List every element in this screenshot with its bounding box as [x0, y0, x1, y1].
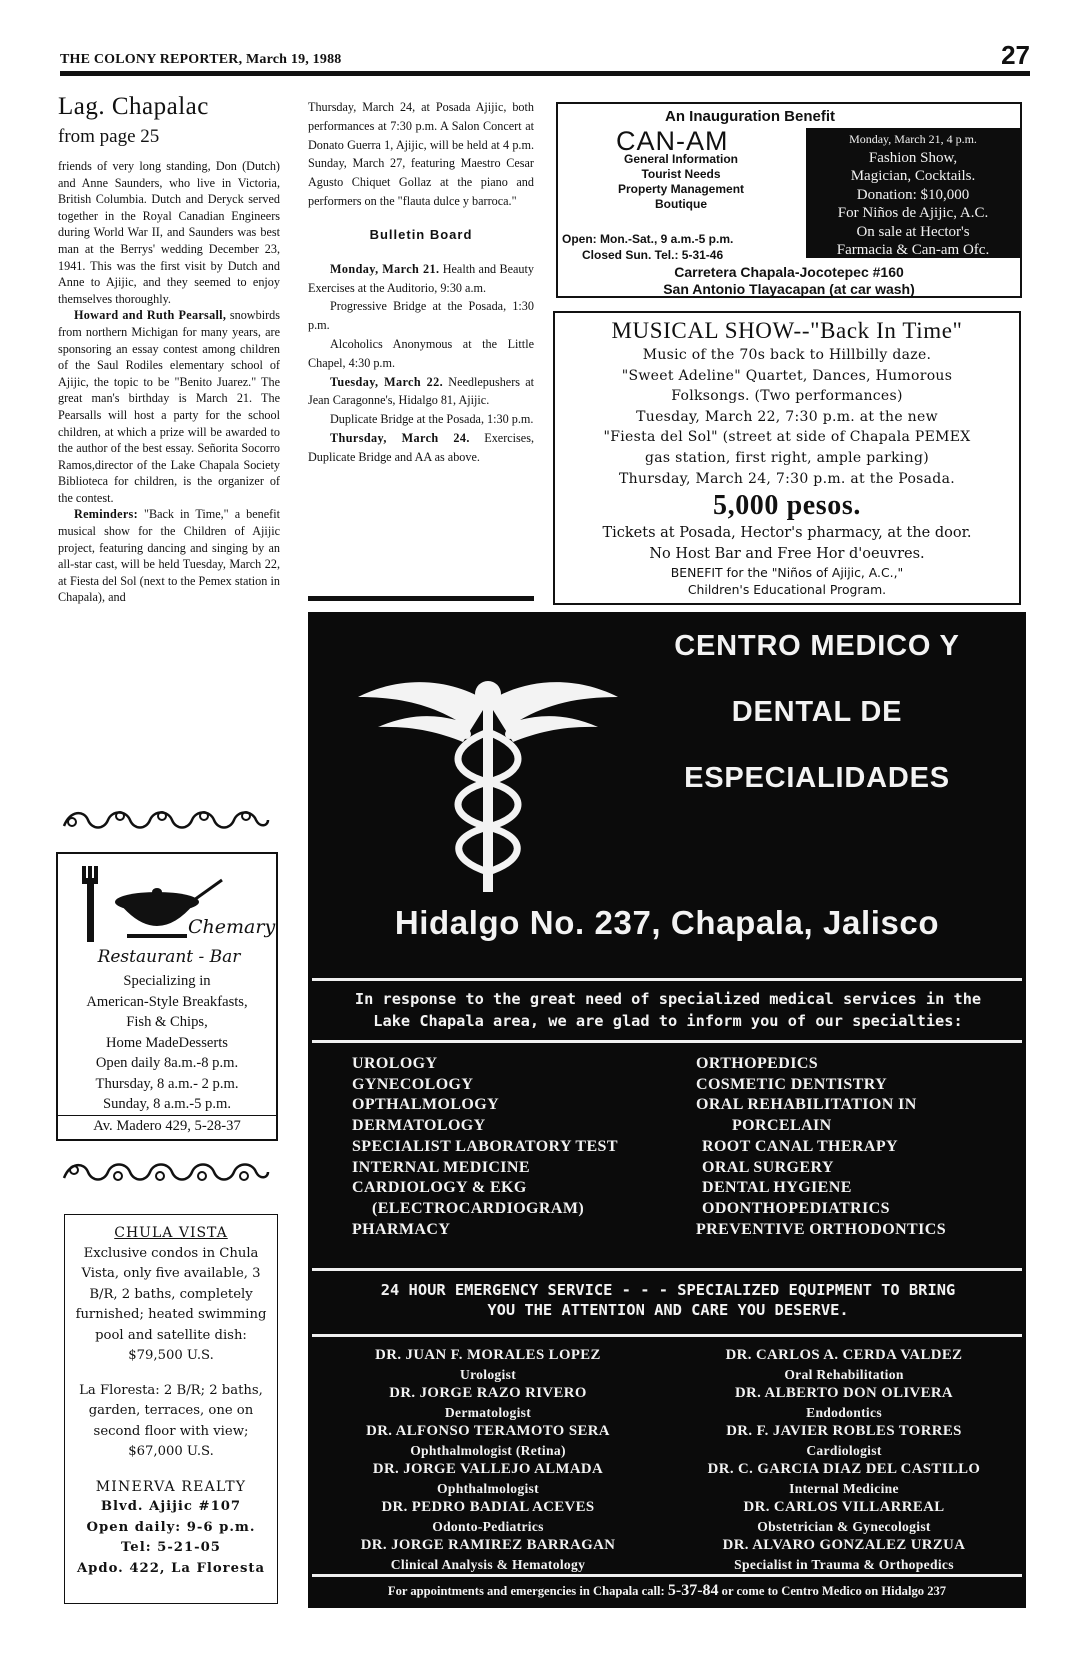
story-column — [58, 92, 280, 606]
scroll-ornament-bottom — [60, 1158, 272, 1186]
bulletin-item: Progressive Bridge at the Posada, 1:30 p.m. — [308, 299, 534, 333]
realty-po-box: Apdo. 422, La Floresta — [76, 1560, 266, 1576]
show-details: Music of the 70s back to Hillbilly daze. "Sweet Adeline" Quartet, Dances, Humorous Folksongs. (Two performances) Tuesday, March 22, 7:30 p.m. at the new "Fiesta del Sol" (street at side of Chapala PEMEX gas station, first right, ample parking) Thursday, March 24, 7:30 p.m. at the Posada. — [603, 347, 971, 487]
phone-number: 5-37-84 — [667, 1582, 719, 1599]
divider — [312, 1268, 1022, 1271]
doctors-left: DR. JUAN F. MORALES LOPEZ Urologist DR. JORGE RAZO RIVERO Dermatologist DR. ALFONSO TERAMOTO SERA Ophthalmologist (Retina) DR. JORGE VALLEJO ALMADA Ophthalmologist DR. PEDRO BADIAL ACEVES Odonto-Pediatrics DR. JORGE RAMIREZ BARRAGAN Clinical Analysis & Hematology — [360, 1347, 616, 1572]
caduceus-icon — [338, 642, 638, 902]
can-am-ad — [556, 102, 1022, 298]
show-title: MUSICAL SHOW--"Back In Time" — [611, 318, 963, 343]
story-title: Lag. Chapalac — [58, 93, 209, 120]
center-name-line3: ESPECIALIDADES — [684, 762, 950, 794]
scroll-ornament-top — [60, 806, 272, 834]
column-rule — [308, 596, 534, 601]
bulletin-board-heading: Bulletin Board — [369, 226, 473, 242]
chemary-restaurant-ad — [56, 852, 278, 1141]
story-paragraph: Howard and Ruth Pearsall, snowbirds from northern Michigan for many years, are sponsoring an essay contest among children of the Saul Rodiles elementary school of Ajijic, the topic to be "Benito Juarez." The great man's birthday is March 21. The Pearsalls will host a party for the school children, at which a prize will be awarded to the author of the best essay. Señorita Socorro Ramos,director of the Lake Chapala Society Biblioteca for children, is the organizer of the contest. — [58, 308, 280, 505]
restaurant-name: Chemary — [188, 916, 276, 938]
benefit-note: BENEFIT for the "Niños of Ajijic, A.C.," Children's Educational Program. — [670, 565, 904, 598]
specialties-left: UROLOGY GYNECOLOGY OPTHALMOLOGY DERMATOLOGY SPECIALIST LABORATORY TEST INTERNAL MEDICINE CARDIOLOGY & EKG (ELECTROCARDIOGRAM) PHARMACY — [352, 1055, 618, 1238]
ad-headline: An Inauguration Benefit — [665, 108, 835, 125]
event-box: Monday, March 21, 4 p.m. Fashion Show, Magician, Cocktails. Donation: $10,000 For Niños de Ajijic, A.C. On sale at Hector's Farmacia & Can-am Ofc. — [806, 128, 1020, 258]
restaurant-subtitle: Restaurant - Bar — [97, 947, 241, 967]
intro-text: In response to the great need of specialized medical services in the Lake Chapala area, we are glad to inform you of our specialties: — [354, 990, 982, 1030]
divider — [312, 1574, 1022, 1577]
doctors-right: DR. CARLOS A. CERDA VALDEZ Oral Rehabilitation DR. ALBERTO DON OLIVERA Endodontics DR. F. JAVIER ROBLES TORRES Cardiologist DR. C. GARCIA DIAZ DEL CASTILLO Internal Medicine DR. CARLOS VILLARREAL Obstetrician & Gynecologist DR. ALVARO GONZALEZ URZUA Specialist in Trauma & Orthopedics — [707, 1347, 981, 1572]
divider — [312, 978, 1022, 981]
appointment-footer: For appointments and emergencies in Chapala call: 5-37-84 or come to Centro Medico on Hidalgo 237 — [387, 1582, 947, 1599]
ticket-price: 5,000 pesos. — [713, 490, 861, 522]
realty-address: Blvd. Ajijic #107 — [100, 1499, 242, 1514]
center-name-line2: DENTAL DE — [731, 696, 903, 728]
divider — [312, 1040, 1022, 1043]
divider — [312, 1334, 1022, 1337]
bulletin-column — [308, 98, 534, 467]
center-address: Hidalgo No. 237, Chapala, Jalisco — [394, 904, 940, 941]
emergency-banner: 24 HOUR EMERGENCY SERVICE - - - SPECIALIZED EQUIPMENT TO BRING YOU THE ATTENTION AND CARE YOU DESERVE. — [380, 1281, 956, 1319]
restaurant-details: Specializing in American-Style Breakfasts, Fish & Chips, Home MadeDesserts Open daily 8a.m.-8 p.m. Thursday, 8 a.m.- 2 p.m. Sunday, 8 a.m.-5 p.m. Av. Madero 429, 5-28-37 — [58, 971, 276, 1136]
page-header — [60, 40, 1030, 76]
realty-hours: Open daily: 9-6 p.m. — [86, 1519, 256, 1535]
business-name: CAN-AM — [616, 126, 729, 156]
listing-la-floresta: La Floresta: 2 B/R; 2 baths, garden, terraces, one on second floor with view; $67,000 U.S. — [79, 1382, 263, 1459]
story-paragraph: friends of very long standing, Don (Dutch) and Anne Saunders, who live in Victoria, British Columbia. Dutch and Deryck served together in the Royal Canadian Engineers during World War II, and Saunders was best man at the Berrys' wedding December 23, 1941. This was the first visit by Dutch and Anne to Ajijic, and they seemed to enjoy themselves thoroughly. — [58, 159, 280, 306]
services-list: General Information Tourist Needs Property Management Boutique — [617, 152, 745, 211]
center-name-line1: CENTRO MEDICO Y — [674, 630, 960, 662]
business-hours: Open: Mon.-Sat., 9 a.m.-5 p.m. Closed Sun. Tel.: 5-31-46 — [562, 232, 734, 262]
page-number: 27 — [1001, 40, 1030, 70]
story-jump-line: from page 25 — [58, 126, 160, 147]
bulletin-item: Alcoholics Anonymous at the Little Chapel, 4:30 p.m. — [308, 336, 534, 370]
ticket-info: Tickets at Posada, Hector's pharmacy, at the door. No Host Bar and Free Hor d'oeuvres. — [602, 525, 972, 562]
chula-vista-realty-ad — [64, 1214, 278, 1604]
bulletin-item: Monday, March 21. Health and Beauty Exercises at the Auditorio, 9:30 a.m. — [308, 261, 534, 295]
realty-name: MINERVA REALTY — [95, 1478, 247, 1495]
story-body — [58, 158, 280, 606]
bulletin-item: Duplicate Bridge at the Posada, 1:30 p.m. — [330, 412, 534, 427]
masthead: THE COLONY REPORTER, March 19, 1988 — [60, 52, 342, 67]
story-continuation: Thursday, March 24, at Posada Ajijic, both performances at 7:30 p.m. A Salon Concert at Donato Guerra 1, Ajijic, will be held at 4 p.m. Sunday, March 27, featuring Maestro Cesar Agusto Chiquet Gollaz at the piano and performers on the "flauta dulce y barroca." — [308, 100, 534, 208]
bulletin-item: Tuesday, March 22. Needlepushers at Jean Caragonne's, Hidalgo 81, Ajijic. — [308, 374, 535, 408]
listing-chula-vista: Exclusive condos in Chula Vista, only five available, 3 B/R, 2 baths, completely furnished; heated swimming pool and satellite dish: $79,500 U.S. — [75, 1245, 267, 1363]
story-paragraph: Reminders: "Back in Time," a benefit musical show for the Children of Ajijic project, featuring dancing and singing by an all-star cast, will be held Tuesday, March 22, at Fiesta del Sol (next to the Pemex station in Chapala), and — [58, 507, 280, 605]
business-address: Carretera Chapala-Jocotepec #160 San Antonio Tlayacapan (at car wash) — [663, 264, 915, 297]
centro-medico-ad — [308, 612, 1026, 1608]
musical-show-ad — [553, 311, 1021, 605]
specialties-right: ORTHOPEDICS COSMETIC DENTISTRY ORAL REHABILITATION IN PORCELAIN ROOT CANAL THERAPY ORAL SURGERY DENTAL HYGIENE ODONTHOPEDIATRICS PREVENTIVE ORTHODONTICS — [696, 1055, 947, 1238]
ad-title: CHULA VISTA — [114, 1225, 228, 1241]
realty-phone: Tel: 5-21-05 — [121, 1540, 221, 1555]
bulletin-item: Thursday, March 24. Exercises, Duplicate Bridge and AA as above. — [308, 430, 534, 464]
